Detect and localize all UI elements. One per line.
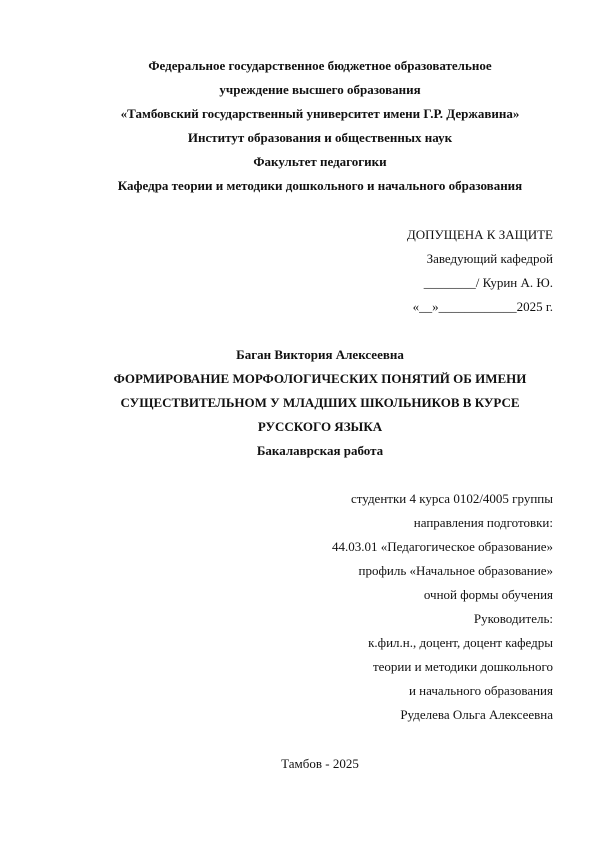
student-info-line: профиль «Начальное образование» (358, 563, 553, 578)
approval-role: Заведующий кафедрой (426, 251, 553, 266)
thesis-title-line-2: СУЩЕСТВИТЕЛЬНОМ У МЛАДШИХ ШКОЛЬНИКОВ В КУРСЕ (120, 395, 520, 410)
institute-name: Институт образования и общественных наук (187, 130, 453, 145)
faculty-name: Факультет педагогики (253, 154, 387, 169)
student-info-line: направления подготовки: (413, 515, 553, 530)
supervisor-title: теории и методики дошкольного (372, 659, 553, 674)
approval-date: «__»____________2025 г. (412, 299, 553, 314)
approval-heading: ДОПУЩЕНА К ЗАЩИТЕ (406, 227, 553, 242)
author-name: Баган Виктория Алексеевна (236, 347, 404, 362)
thesis-title-line-1: ФОРМИРОВАНИЕ МОРФОЛОГИЧЕСКИХ ПОНЯТИЙ ОБ ИМЕНИ (113, 371, 527, 386)
supervisor-title: к.фил.н., доцент, доцент кафедры (368, 635, 553, 650)
supervisor-name: Руделева Ольга Алексеевна (400, 707, 553, 722)
department-name: Кафедра теории и методики дошкольного и начального образования (117, 178, 523, 193)
university-name: «Тамбовский государственный университет имени Г.Р. Державина» (120, 106, 520, 121)
student-info-line: очной формы обучения (423, 587, 553, 602)
student-info-line: 44.03.01 «Педагогическое образование» (331, 539, 553, 554)
institution-line-1: Федеральное государственное бюджетное образовательное (148, 58, 492, 73)
institution-line-2: учреждение высшего образования (219, 82, 421, 97)
student-info-line: студентки 4 курса 0102/4005 группы (350, 491, 553, 506)
supervisor-title: и начального образования (408, 683, 553, 698)
thesis-title-line-3: РУССКОГО ЯЗЫКА (257, 419, 383, 434)
supervisor-label: Руководитель: (473, 611, 553, 626)
approval-signature: ________/ Курин А. Ю. (423, 275, 553, 290)
work-type: Бакалаврская работа (256, 443, 384, 458)
city-year: Тамбов - 2025 (281, 756, 359, 771)
